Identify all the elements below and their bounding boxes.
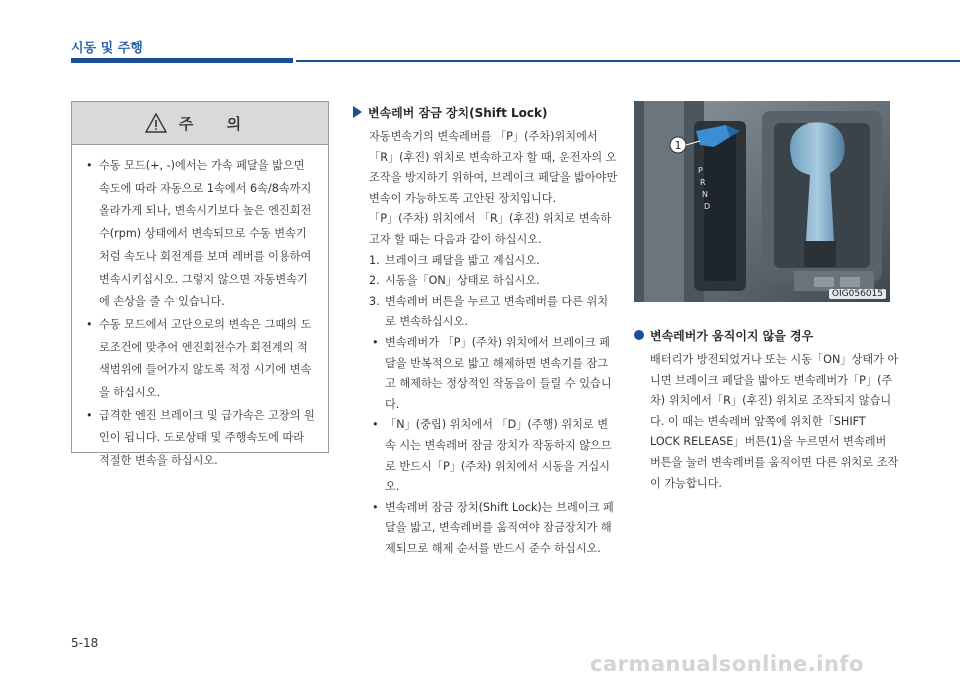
step-item <box>369 251 618 272</box>
shift-lock-heading-text: 변속레버 잠금 장치(Shift Lock) <box>368 105 548 120</box>
lever-stuck-text: 배터리가 방전되었거나 또는 시동「ON」상태가 아니면 브레이크 페달을 밟아도 변속레버가「P」(주차) 위치에서「R」(후진) 위치로 조작되지 않습니다. 이 때는 변속레버 앞쪽에 위치한「SHIFT LOCK RELEASE」버튼(1)을 누르면서 변속레버 버튼을 눌러 변속레버를 움직이면 다른 위치로 조작이 가능합니다. <box>650 353 899 490</box>
shift-lock-intro2: 「P」(주차) 위치에서 「R」(후진) 위치로 변속하고자 할 때는 다음과 같이 하십시오. <box>369 212 612 246</box>
header-bar-thin <box>296 60 960 62</box>
step-text: 브레이크 페달을 밟고 계십시오. <box>385 253 540 267</box>
caution-title: 주 의 <box>178 114 256 133</box>
shift-lock-steps <box>353 251 618 333</box>
note-item: • 변속레버가 「P」(주차) 위치에서 브레이크 페달을 반복적으로 밟고 해제하면 변속기를 잠그고 해제하는 정상적인 작동음이 들릴 수 있습니다. <box>369 333 618 415</box>
caution-box <box>71 101 329 468</box>
gear-letter-r: R <box>700 178 706 187</box>
step-number: 2. <box>369 274 380 288</box>
note-item: • 변속레버 잠금 장치(Shift Lock)는 브레이크 페달을 밟고, 변속레버를 움직여야 잠금장치가 해제되므로 해제 순서를 반드시 준수 하십시오. <box>369 498 618 560</box>
lever-stuck-section <box>634 325 899 494</box>
page-number: 5-18 <box>71 636 99 650</box>
watermark: carmanualsonline.info <box>590 652 864 676</box>
header-bar-thick <box>71 58 293 63</box>
section-title: 시동 및 주행 <box>71 41 143 56</box>
shift-lever-photo <box>634 101 890 302</box>
step-text: 시동을「ON」상태로 하십시오. <box>385 274 540 288</box>
lever-stuck-heading-text: 변속레버가 움직이지 않을 경우 <box>650 328 814 343</box>
shift-lock-notes <box>353 333 618 560</box>
step-item <box>369 271 618 292</box>
shift-lock-intro: 자동변속기의 변속레버를 「P」(주차)위치에서 「R」(후진) 위치로 변속하고자 할 때, 운전자의 오조작을 방지하기 위하여, 브레이크 페달을 밟아야만 변속이 가능하도록 고안된 장치입니다. <box>369 130 618 205</box>
step-number: 3. <box>369 294 380 308</box>
step-text: 변속레버 버튼을 누르고 변속레버를 다른 위치로 변속하십시오. <box>385 294 609 329</box>
gear-letter-d: D <box>704 202 711 211</box>
circle-bullet-icon <box>634 330 644 340</box>
note-item: • 「N」(중립) 위치에서 「D」(주행) 위치로 변속 시는 변속레버 잠금 장치가 작동하지 않으므로 반드시「P」(주차) 위치에서 시동을 거십시오. <box>369 415 618 497</box>
step-item <box>369 292 618 333</box>
shift-lock-section <box>353 102 618 559</box>
gear-letter-p: P <box>698 166 703 175</box>
gear-letter-n: N <box>702 190 708 199</box>
lever-stuck-heading <box>634 325 899 345</box>
shift-lever-illustration <box>634 101 890 302</box>
callout-number: 1 <box>674 139 682 152</box>
caution-item: • 급격한 엔진 브레이크 및 급가속은 고장의 원인이 됩니다. 도로상태 및 주행속도에 따라 적절한 변속을 하십시오. <box>86 405 318 473</box>
triangle-bullet-icon <box>353 106 362 118</box>
warning-icon <box>145 113 167 133</box>
caution-item: • 수동 모드(+, -)에서는 가속 페달을 밟으면 속도에 따라 자동으로 1속에서 6속/8속까지 올라가게 되나, 변속시기보다 높은 엔진회전수(rpm) 상태에서 변속되므로 수동 변속기 처럼 속도나 회전계를 보며 레버를 이용하여 변속시키십시오. 그렇지 않으면 자동변속기에 손상을 줄 수 있습니다. <box>86 155 318 314</box>
caution-header <box>72 102 328 145</box>
step-number: 1. <box>369 253 380 267</box>
photo-code-label: OIG056015 <box>829 289 886 299</box>
shift-lock-heading <box>353 102 618 122</box>
caution-item: • 수동 모드에서 고단으로의 변속은 그때의 도로조건에 맞추어 엔진회전수가 회전계의 적색범위에 들어가지 않도록 적정 시기에 변속을 하십시오. <box>86 314 318 405</box>
caution-list <box>72 145 328 473</box>
